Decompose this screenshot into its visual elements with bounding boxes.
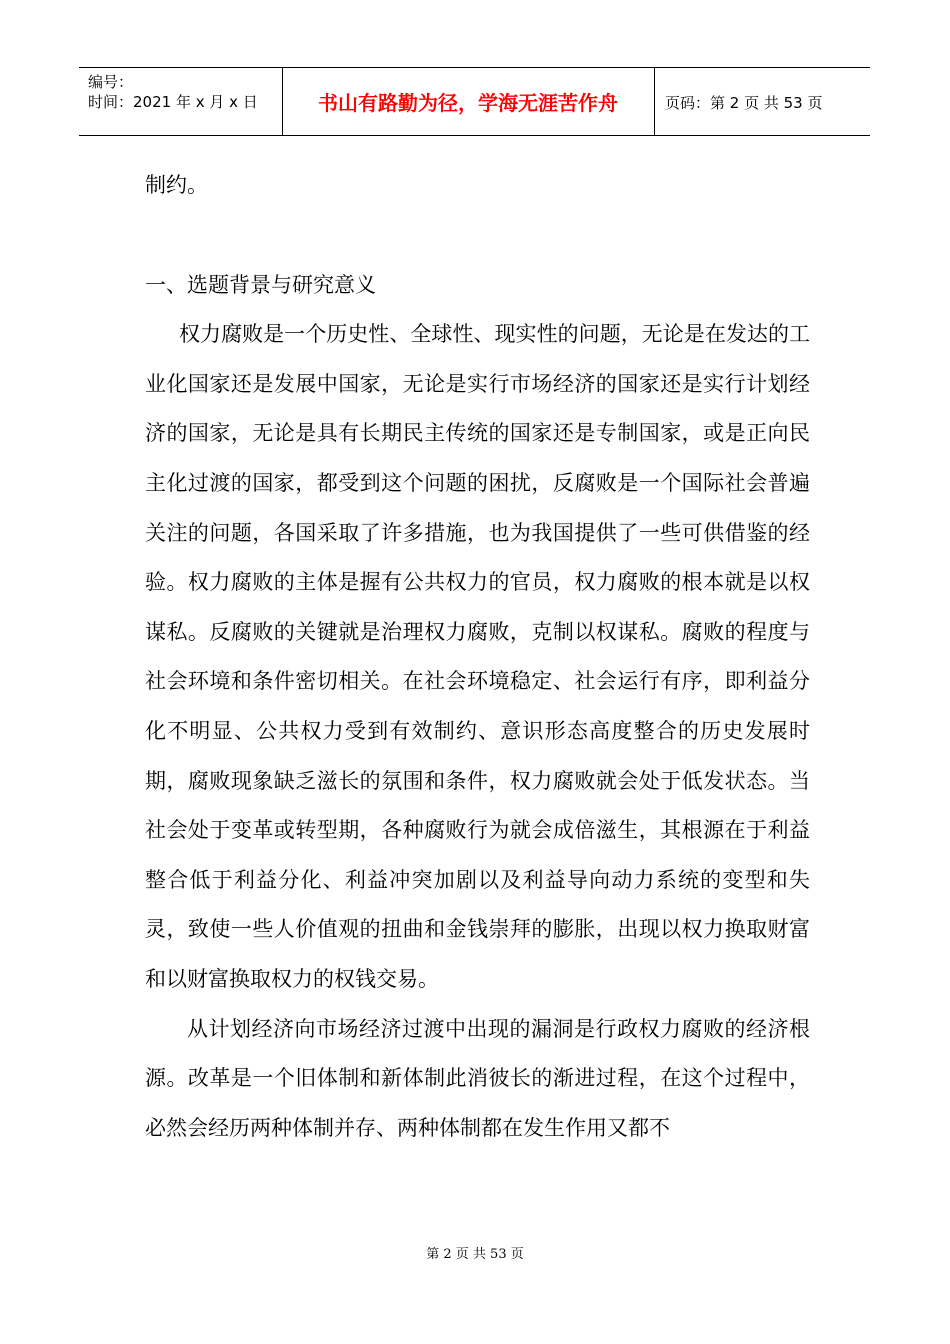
header-divider-right bbox=[654, 68, 655, 135]
paragraph-2: 从计划经济向市场经济过渡中出现的漏洞是行政权力腐败的经济根源。改革是一个旧体制和新体制此消彼长的渐进过程，在这个过程中，必然会经历两种体制并存、两种体制都在发生作用又都不 bbox=[145, 1016, 810, 1140]
spacer bbox=[145, 211, 810, 261]
document-body bbox=[145, 161, 810, 1153]
document-number-label: 编号： bbox=[88, 73, 134, 91]
continuation-text: 制约。 bbox=[145, 173, 208, 197]
header-meta bbox=[79, 68, 282, 135]
header-motto: 书山有路勤为径，学海无涯苦作舟 bbox=[318, 91, 618, 115]
page-footer: 第 2 页 共 53 页 bbox=[426, 1247, 524, 1262]
paragraph-1: 权力腐败是一个历史性、全球性、现实性的问题，无论是在发达的工业化国家还是发展中国家，无论是实行市场经济的国家还是实行计划经济的国家，无论是具有长期民主传统的国家还是专制国家，或是正向民主化过渡的国家，都受到这个问题的困扰，反腐败是一个国际社会普遍关注的问题，各国采取了许多措施，也为我国提供了一些可供借鉴的经验。权力腐败的主体是握有公共权力的官员，权力腐败的根本就是以权谋私。反腐败的关键就是治理权力腐败，克制以权谋私。腐败的程度与社会环境和条件密切相关。在社会环境稳定、社会运行有序，即利益分化不明显、公共权力受到有效制约、意识形态高度整合的历史发展时期，腐败现象缺乏滋长的氛围和条件，权力腐败就会处于低发状态。当社会处于变革或转型期，各种腐败行为就会成倍滋生，其根源在于利益整合低于利益分化、利益冲突加剧以及利益导向动力系统的变型和失灵，致使一些人价值观的扭曲和金钱崇拜的膨胀，出现以权力换取财富和以财富换取权力的权钱交易。 bbox=[145, 322, 810, 991]
section-heading: 一、选题背景与研究意义 bbox=[145, 272, 376, 297]
page-header bbox=[79, 67, 870, 136]
header-page-info: 页码：第 2 页 共 53 页 bbox=[665, 94, 823, 112]
document-date: 时间：2021 年 x 月 x 日 bbox=[88, 93, 258, 111]
